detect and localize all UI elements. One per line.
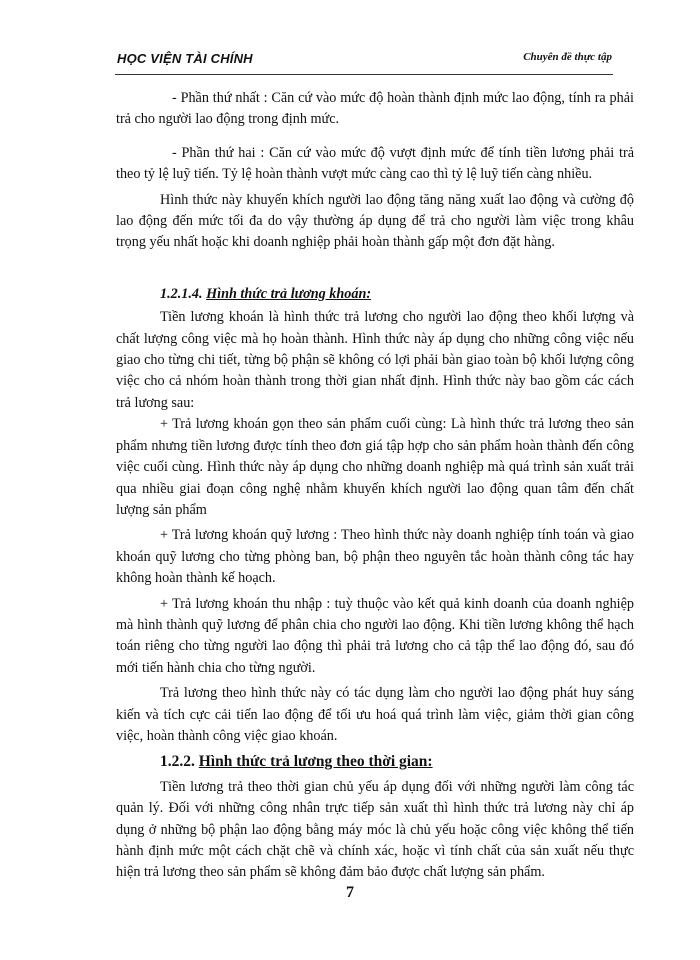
heading-1-2-1-4 [116,284,634,305]
paragraph-effect: Trả lương theo hình thức này có tác dụng làm cho người lao động phát huy sáng kiến và tích cực cải tiến lao động để tối ưu hoá quá trình làm việc, giảm thời gian công việc, hoàn thành công việc giao khoán. [116,685,634,744]
paragraph-incentive: Hình thức này khuyến khích người lao động tăng năng xuất lao động và cường độ lao động đến mức tối đa do vậy thường áp dụng để trả cho người làm việc trong khâu trọng yếu nhất hoặc khi doanh nghiệp phải hoàn thành gấp một đơn đặt hàng. [116,191,634,251]
paragraph-piece-wage: Tiền lương khoán là hình thức trả lương cho người lao động theo khối lượng và chất lượng công việc mà họ hoàn thành. Hình thức này áp dụng cho những công việc nếu giao cho từng chi tiết, từng bộ phận sẽ không có lợi phải bàn giao toàn bộ khối lượng công việc cho cả nhóm hoàn thành trong thời gian nhất định. Hình thức này bao gồm các cách trả lương sau: [116,309,634,411]
paragraph-income: + Trả lương khoán thu nhập : tuỳ thuộc vào kết quả kinh doanh của doanh nghiệp mà hình thành quỹ lương để phân chia cho người lao động. Khi tiền lương không thể hạch toán riêng cho từng người lao động thì phải trả lương cho cả tập thể lao động đó, sau đó mới tiến hành chia cho từng người. [116,595,634,676]
heading-title: Hình thức trả lương khoán: [206,285,372,302]
paragraph-wage-fund: + Trả lương khoán quỹ lương : Theo hình thức này doanh nghiệp tính toán và giao khoán quỹ lương cho từng phòng ban, bộ phận theo nguyên tắc hoàn thành công tác hay không hoàn thành kế hoạch. [116,527,634,587]
header-rule [115,74,613,75]
heading-1-2-2 [116,751,634,772]
page-number: 7 [346,884,354,901]
heading-title: Hình thức trả lương theo thời gian: [198,753,433,771]
header-doc-title: Chuyên đề thực tập [523,51,612,63]
paragraph-part-two: - Phần thứ hai : Căn cứ vào mức độ vượt định mức để tính tiền lương phải trả theo tỷ lệ luỹ tiến. Tỷ lệ hoàn thành vượt mức càng cao thì tỷ lệ luỹ tiến càng nhiều. [116,144,634,183]
heading-number: 1.2.1.4. [160,285,203,302]
body-text [116,88,634,884]
heading-number: 1.2.2. [160,753,195,771]
paragraph-final-product: + Trả lương khoán gọn theo sản phẩm cuối cùng: Là hình thức trả lương theo sản phẩm nhưng tiền lương được tính theo đơn giá tập hợp cho sản phẩm hoàn thành đến công việc cuối cùng. Hình thức này áp dụng cho những doanh nghiệp mà quá trình sản xuất trải qua nhiều giai đoạn công nghệ nhằm khuyến khích người lao động quan tâm đến chất lượng sản phẩm [116,416,634,518]
header-institution: HỌC VIỆN TÀI CHÍNH [117,51,253,66]
paragraph-time-wage: Tiền lương trả theo thời gian chủ yếu áp dụng đối với những người làm công tác quản lý. Đối với những công nhân trực tiếp sản xuất thì hình thức trả lương này chỉ áp dụng ở những bộ phận lao động bằng máy móc là chủ yếu hoặc công việc không thể tiến hành định mức một cách chặt chẽ và chính xác, hoặc vì tính chất của sản xuất nếu thực hiện trả lương theo sản phẩm sẽ không đảm bảo được chất lượng sản phẩm. [116,778,634,881]
paragraph-part-one: - Phần thứ nhất : Căn cứ vào mức độ hoàn thành định mức lao động, tính ra phải trả cho người lao động trong định mức. [116,90,634,128]
